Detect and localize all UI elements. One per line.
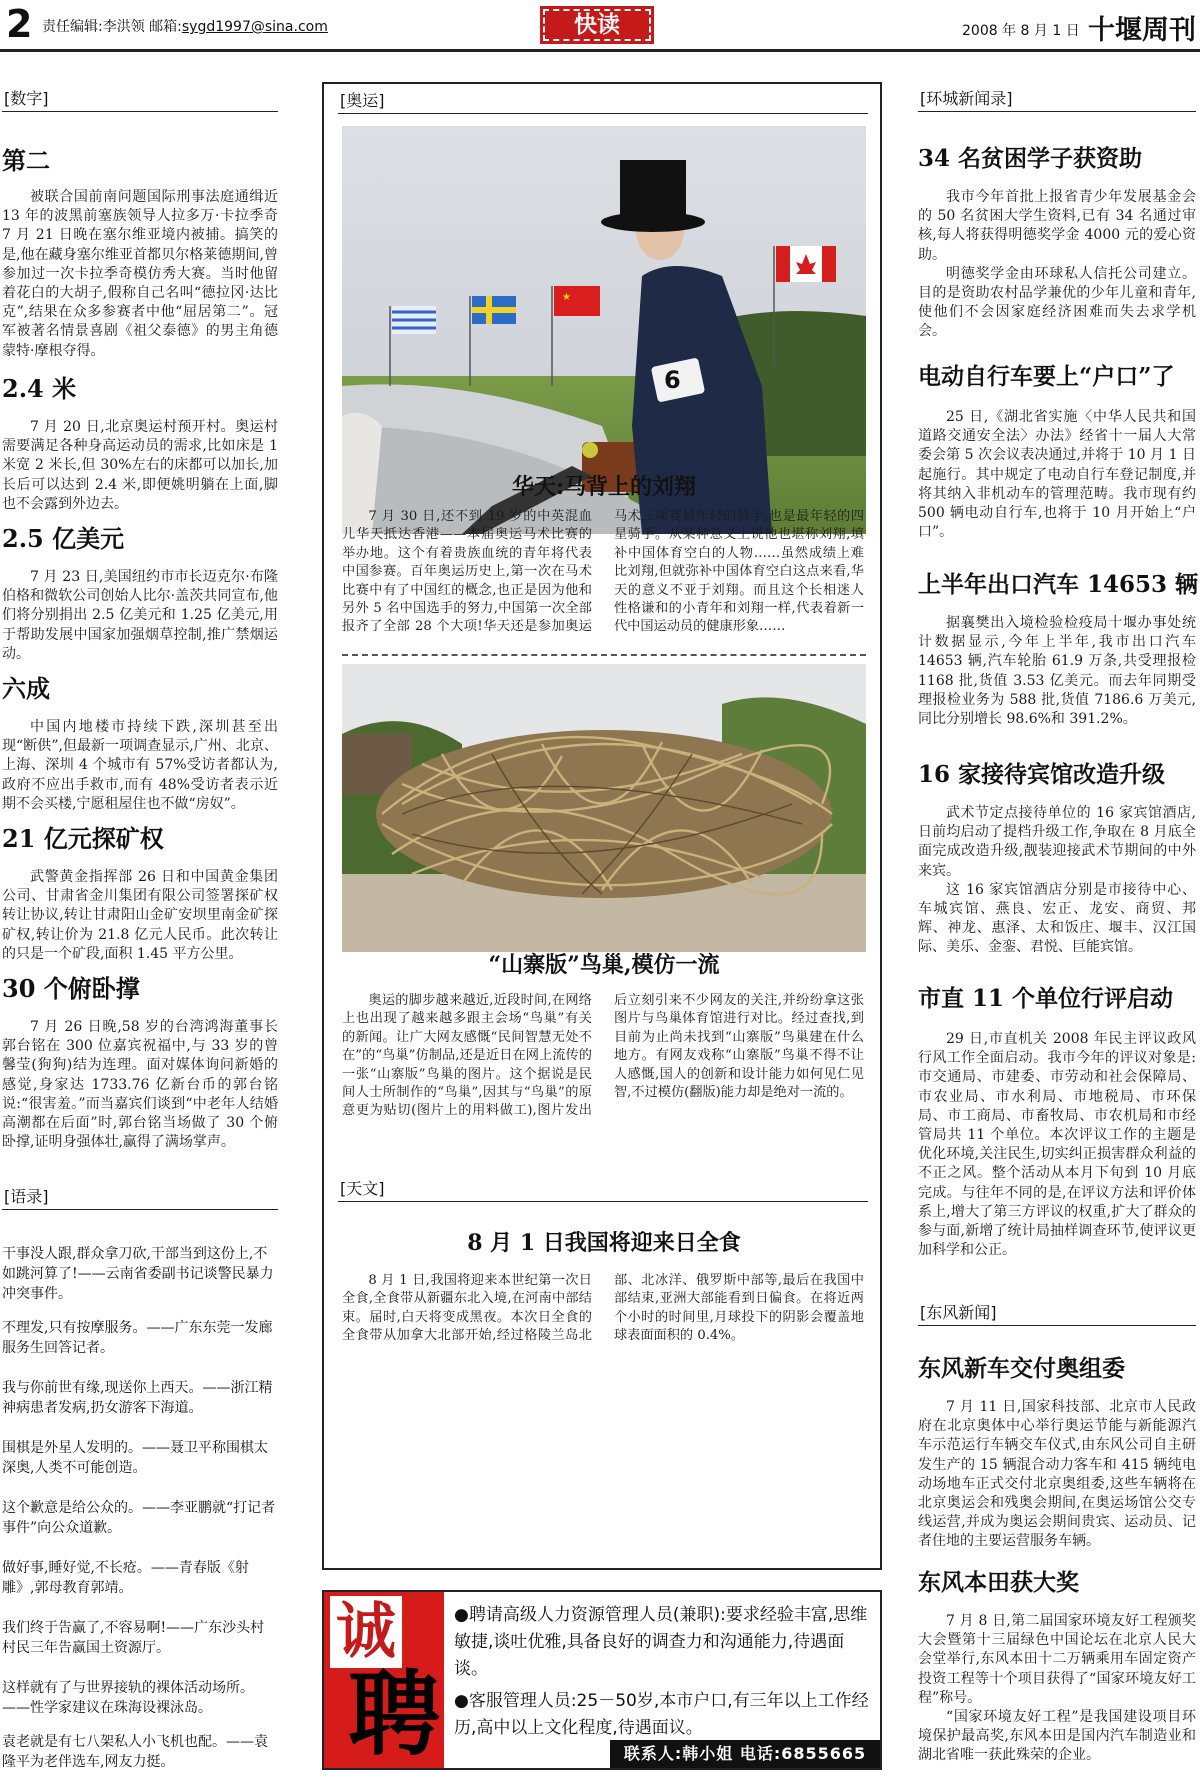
quote-source: ——李亚鹏就“打记者事件”向公众道歉。 [2,1500,276,1536]
article-body-eclipse: 8 月 1 日,我国将迎来本世纪第一次日全食,全食带从新疆东北入境,在河南中部结束。届时,白天将变成黑夜。本次日全食的全食带从加拿大北部开始,经过格陵兰岛北部、北冰洋、俄罗斯中部等,最后在我国中部结束,亚洲大部能看到日偏食。在将近两个小时的时间里,月球投下的阴影会覆盖地球表面面积的 0.4%。 [342,1273,864,1344]
quote-item: 不理发,只有按摩服务。——广东东莞一发廊服务生回答记者。 [2,1320,273,1356]
section-badge: 快读 [540,6,654,44]
article-body: 我市今年首批上报省青少年发展基金会的 50 名贫困大学生资料,已有 34 名通过审核,每人将获得明德奖学金 4000 元的爱心资助。 明德奖学金由环球私人信托公司建立。目的是资助农村品学兼优的少年儿童和青年,使他们不会因家庭经济困难而失去求学机会。 [918,189,1196,340]
article-headline: 市直 11 个单位行评启动 [918,985,1174,1012]
quote-source: ——袁隆平为老伴选车,网友力挺。 [2,1734,268,1770]
section-label-numbers: [数字] [2,88,278,112]
article-headline: 2.5 亿美元 [2,524,125,553]
article-headline: 东风新车交付奥组委 [918,1355,1125,1382]
dashed-divider [342,654,866,656]
quote-source: ——聂卫平称围棋太深奥,人类不可能创造。 [2,1440,268,1476]
page-header [0,0,1200,52]
article-headline: 16 家接待宾馆改造升级 [918,761,1166,788]
article-body: 被联合国前南问题国际刑事法庭通缉近 13 年的波黑前塞族领导人拉多万·卡拉季奇 7 月 21 日晚在塞尔维亚境内被捕。搞笑的是,他在藏身塞尔维亚首都贝尔格莱德期间,曾参加过一次卡拉季奇模仿秀大赛。当时他留着花白的大胡子,假称自己名叫“德拉冈·达比克”,结果在众多参赛者中他“屈居第二”。冠军被著名情景喜剧《祖父泰德》的男主角德蒙特·摩根夺得。 [2,189,278,359]
quote-item: 这个歉意是给公众的。——李亚鹏就“打记者事件”向公众道歉。 [2,1500,276,1536]
recruitment-ad [322,1590,882,1770]
paper-name: 十堰周刊 [1088,15,1196,46]
center-feature-box [322,82,882,1570]
quote-source: ——云南省委副书记谈警民暴力冲突事件。 [2,1266,274,1302]
article-body: 7 月 8 日,第二届国家环境友好工程颁奖大会暨第十三届绿色中国论坛在北京人民大会堂举行,东风本田十二万辆乘用车固定资产投资工程等十个项目获得了“国家环境友好工程”称号。 “国家环境友好工程”是我国建设项目环境保护最高奖,东风本田是国内汽车制造业和湖北省唯一获此殊荣的企业。 [918,1613,1196,1764]
section-label-astronomy: [天文] [338,1178,868,1202]
svg-text:★: ★ [562,292,571,303]
article-body: 7 月 20 日,北京奥运村预开村。奥运村需要满足各种身高运动员的需求,比如床是 1 米宽 2 米长,但 30%左右的床都可以加长,加长后可以达到 2.4 米,即便姚明躺在上面,脚也不会露到外边去。 [2,419,278,512]
article-body: 7 月 23 日,美国纽约市市长迈克尔·布隆伯格和微软公司创始人比尔·盖茨共同宣布,他们将分别捐出 2.5 亿美元和 1.25 亿美元,用于帮助发展中国家加强烟草控制,推广禁烟运动。 [2,569,278,662]
editor-credit [42,16,328,36]
quote-item: 我们终于告赢了,不容易啊!——广东沙头村村民三年告赢国土资源厅。 [2,1620,265,1656]
article-body: 武警黄金指挥部 26 日和中国黄金集团公司、甘肃省金川集团有限公司签署探矿权转让协议,转让甘肃阳山金矿安坝里南金矿探矿权,转让价为 21.8 亿元人民币。此次转让的只是一个矿段,面积 1.45 平方公里。 [2,869,278,962]
article-headline: 第二 [2,146,50,175]
ad-char-cheng: 诚 [330,1596,402,1668]
section-label-quotes: [语录] [2,1186,278,1210]
quote-source: ——广东沙头村村民三年告赢国土资源厅。 [2,1620,265,1656]
article-headline: 电动自行车要上“户口”了 [918,363,1175,390]
article-body: 29 日,市直机关 2008 年民主评议政风行风工作全面启动。我市今年的评议对象是:市交通局、市建委、市劳动和社会保障局、市农业局、市水利局、市地税局、市环保局、市工商局、市畜牧局、市农机局和市经管局共 11 个单位。本次评议工作的主题是优化环境,关注民生,切实纠正损害群众利益的不正之风。整个活动从本月下旬到 10 月底完成。与往年不同的是,在评议方法和评价体系上,增大了第三方评议的权重,扩大了群众的参与面,新增了统计局抽样调查环节,使评议更加科学和公正。 [918,1031,1196,1259]
editor-label: 责任编辑:李洪领 邮箱: [42,19,182,35]
article-headline: 21 亿元探矿权 [2,824,164,853]
nest-photo [342,664,866,952]
article-headline-nest: “山寨版”鸟巢,模仿一流 [488,952,720,978]
article-body: 据襄樊出入境检验检疫局十堰办事处统计数据显示,今年上半年,我市出口汽车 14653 辆,汽车轮胎 61.9 万条,共受理报检 1168 批,货值 3.53 亿美元。而去年同期受理报检业务为 588 批,货值 7186.6 万美元,同比分别增长 98.6%和 391.2%。 [918,615,1196,728]
ad-contact-bar: 联系人:韩小姐 电话:6855665 [610,1740,880,1768]
section-label-city-news: [环城新闻录] [918,88,1196,112]
quote-item: 这样就有了与世界接轨的裸体活动场所。——性学家建议在珠海设裸泳岛。 [2,1680,254,1716]
quote-item: 袁老就是有七八架私人小飞机也配。——袁隆平为老伴选车,网友力挺。 [2,1734,268,1770]
article-body-huatian: 7 月 30 日,还不到 19 岁的中英混血儿华天抵达香港——本届奥运马术比赛的举办地。这个有着贵族血统的青年将代表中国参赛。百年奥运历史上,第一次在马术比赛中有了中国红的概念,也正是因为他和另外 5 名中国选手的努力,中国第一次全部报齐了全部 28 个大项!华天还是参加奥运马术三项赛最年轻的骑手,也是最年轻的四星骑手。从某种意义上说他也堪称刘翔,填补中国体育空白的人物……虽然成绩上难比刘翔,但就弥补中国体育空白这点来看,华天的意义不亚于刘翔。而且这个长相迷人性格谦和的小青年和刘翔一样,代表着新一代中国运动员的健康形象…… [342,509,864,635]
article-body-nest: 奥运的脚步越来越近,近段时间,在网络上也出现了越来越多跟主会场“鸟巢”有关的新闻。让广大网友感慨“民间智慧无处不在”的“鸟巢”仿制品,还是近日在网上流传的一张“山寨版”鸟巢的图片。这个据说是民间人士所制作的“鸟巢”,因其与“鸟巢”的原意更为贴切(图片上的用料做工),图片发出后立刻引来不少网友的关注,并纷纷拿这张图片与鸟巢体育馆进行对比。经过查找,到目前为止尚未找到“山寨版”鸟巢建在什么地方。有网友戏称“山寨版”鸟巢不得不让人感慨,国人的创新和设计能力如何见仁见智,不过模仿(翻版)能力却是绝对一流的。 [342,993,864,1119]
ad-char-pin: 聘 [347,1660,440,1768]
article-headline: 34 名贫困学子获资助 [918,145,1143,172]
article-body: 中国内地楼市持续下跌,深圳甚至出现“断供”,但最新一项调查显示,广州、北京、上海、深圳 4 个城市有 57%受访者都认为,政府不应出手救市,而有 48%受访者表示近期不会买楼,宁愿租屋住也不做“房奴”。 [2,719,278,812]
article-headline: 东风本田获大奖 [918,1569,1079,1596]
article-body: 武术节定点接待单位的 16 家宾馆酒店,日前均启动了提档升级工作,争取在 8 月底全面完成改造升级,靓装迎接武术节期间的中外来宾。 这 16 家宾馆酒店分别是市接待中心、车城宾馆、燕良、宏正、龙安、商贸、邦辉、神龙、惠泽、太和饭庄、堰丰、汉江国际、美乐、金銮、君悦、巨能宾馆。 [918,805,1196,956]
article-headline: 30 个俯卧撑 [2,974,140,1003]
page-number: 2 [6,2,33,46]
quote-source: ——青春版《射雕》,郭母教育郭靖。 [2,1560,249,1596]
article-headline-eclipse: 8 月 1 日我国将迎来日全食 [467,1230,741,1256]
svg-text:6: 6 [664,366,681,394]
editor-email-link[interactable]: sygd1997@sina.com [181,19,328,35]
quote-source: ——广东东莞一发廊服务生回答记者。 [2,1320,273,1356]
article-headline: 上半年出口汽车 14653 辆 [918,571,1199,598]
quote-item: 围棋是外星人发明的。——聂卫平称围棋太深奥,人类不可能创造。 [2,1440,268,1476]
article-body: 7 月 26 日晚,58 岁的台湾鸿海董事长郭台铭在 300 位嘉宾祝福中,与 33 岁的曾馨莹(狗狗)结为连理。面对媒体询问新婚的感觉,身家达 1733.76 亿新台币的郭台铭说:“很害羞。”而当嘉宾们谈到“中老年人结婚高潮都在后面”时,郭台铭当场做了 30 个俯卧撑,证明身强体壮,赢得了满场掌声。 [2,1019,278,1151]
ad-line-hr-manager: ●聘请高级人力资源管理人员(兼职):要求经验丰富,思维敏捷,谈吐优雅,具备良好的调查力和沟通能力,待遇面谈。 [454,1605,868,1679]
article-headline-huatian: 华天:马背上的刘翔 [511,474,697,500]
quote-item: 做好事,睡好觉,不长疮。——青春版《射雕》,郭母教育郭靖。 [2,1560,249,1596]
section-label-dongfeng-news: [东风新闻] [918,1302,1196,1326]
quote-source: ——性学家建议在珠海设裸泳岛。 [2,1700,212,1716]
article-body: 25 日,《湖北省实施〈中华人民共和国道路交通安全法〉办法》经省十一届人大常委会第 5 次会议表决通过,并将于 10 月 1 日起施行。其中规定了电动自行车登记制度,并将其纳入非机动车的管理范畴。我市现有约 500 辆电动自行车,也将于 10 月开始上“户口”。 [918,409,1196,541]
section-label-olympic: [奥运] [338,90,868,114]
quote-item: 我与你前世有缘,现送你上西天。——浙江精神病患者发病,扔女游客下海道。 [2,1380,273,1416]
article-body: 7 月 11 日,国家科技部、北京市人民政府在北京奥体中心举行奥运节能与新能源汽车示范运行车辆交车仪式,由东风公司自主研发生产的 15 辆混合动力客车和 415 辆纯电动场地车正式交付北京奥组委,这些车辆将在北京奥运会和残奥会期间,在奥运场馆公交专线运营,并成为奥运会期间贵宾、运动员、记者住地的主要运营服务车辆。 [918,1399,1196,1550]
quote-item: 干事没人跟,群众拿刀砍,干部当到这份上,不如跳河算了!——云南省委副书记谈警民暴力冲突事件。 [2,1246,274,1302]
ad-line-customer-service: ●客服管理人员:25－50岁,本市户口,有三年以上工作经历,高中以上文化程度,待遇面议。 [454,1691,869,1738]
article-headline: 六成 [2,674,50,703]
issue-date: 2008 年 8 月 1 日 [962,23,1080,39]
ad-red-panel [324,1592,444,1768]
article-headline: 2.4 米 [2,374,77,403]
quote-source: ——浙江精神病患者发病,扔女游客下海道。 [2,1380,273,1416]
